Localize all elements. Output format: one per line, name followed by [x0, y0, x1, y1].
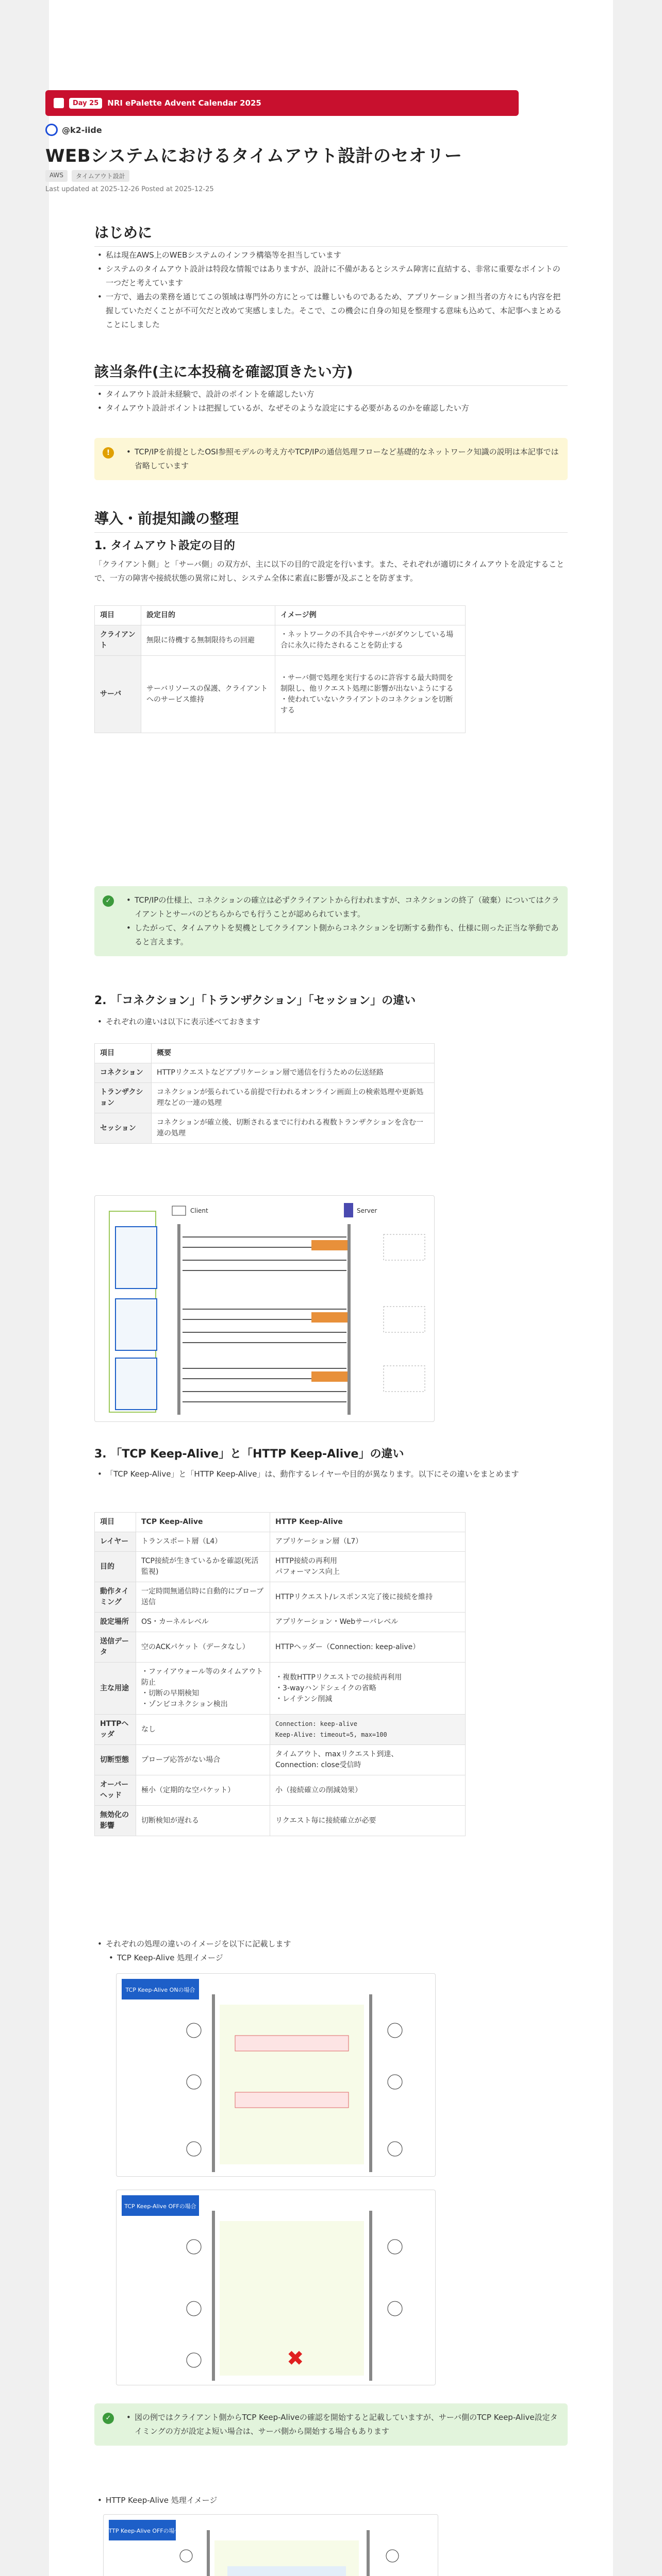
table-cell: 一定時間無通信時に自動的にプローブ送信 — [136, 1582, 270, 1613]
check-icon: ✓ — [103, 895, 114, 907]
table-cell: コネクションが張られている前提で行われるオンライン画面上の検索処理や更新処理などの一連の処理 — [152, 1083, 435, 1113]
http-keepalive-off-diagram — [103, 2514, 438, 2576]
section-heading: 導入・前提知識の整理 — [94, 507, 568, 533]
table-cell: ・サーバ側で処理を実行するのに許容する最大時間を制限し、他リクエスト処理に影響が出ないようにする ・使われていないクライアントのコネクションを切断する — [275, 656, 466, 733]
session-area — [220, 2005, 364, 2164]
table-cell: 目的 — [95, 1552, 136, 1582]
probe-box — [235, 2092, 349, 2108]
purpose-table — [94, 605, 466, 733]
person-icon — [187, 2075, 201, 2089]
person-icon — [187, 2301, 201, 2316]
author-name[interactable]: @k2-iide — [62, 125, 102, 135]
transaction-marker — [311, 1312, 347, 1323]
avatar[interactable] — [45, 124, 58, 136]
connection-box — [115, 1299, 157, 1350]
server-lifeline — [367, 2530, 370, 2576]
s3-list2 — [94, 1937, 558, 1951]
table-cell: HTTPヘッダ — [95, 1715, 136, 1745]
server-lifeline — [369, 1994, 372, 2172]
section-heading: はじめに — [94, 222, 568, 247]
table-cell: HTTPリクエスト/レスポンス完了後に接続を維持 — [270, 1582, 466, 1613]
list-item: • したがって、タイムアウトを契機としてクライアント側からコネクションを切断する動作も、仕様に則った正当な挙動であると言えます。 — [123, 921, 559, 949]
list-item: • 一方で、過去の業務を通じてこの領域は専門外の方にとっては難しいものであるため、アプリケーション担当者の方々にも内容を把握していただくことが不可欠だと改めて実感しました。そこで、この機会に自身の知見を整理する意味も込めて、本記事へまとめることにしました — [94, 290, 568, 332]
table-cell: HTTPリクエストなどアプリケーション層で通信を行うための伝送経路 — [152, 1063, 435, 1083]
tag-list — [45, 170, 129, 182]
table-cell: 極小（定期的な空パケット） — [136, 1775, 270, 1806]
list-item: • それぞれの違いは以下に表示述べておきます — [94, 1015, 568, 1029]
table-cell: 送信データ — [95, 1632, 136, 1663]
table-cell: クライアント — [95, 625, 141, 656]
connection-diagram — [94, 1195, 435, 1422]
server-icon — [344, 1203, 353, 1217]
list-item: • TCP Keep-Alive 処理イメージ — [106, 1951, 559, 1965]
note-box — [384, 1366, 425, 1392]
table-cell: オーバーヘッド — [95, 1775, 136, 1806]
probe-box — [235, 2036, 349, 2051]
request-box — [227, 2566, 346, 2576]
prereq-list — [94, 387, 568, 415]
person-icon — [388, 2075, 402, 2089]
diagram-title: TCP Keep-Alive OFFの場合 — [124, 2203, 196, 2210]
client-lifeline — [177, 1224, 180, 1415]
s3-sublist2 — [94, 2494, 548, 2507]
terms-table — [94, 1043, 435, 1144]
keepalive-table — [94, 1512, 466, 1836]
page-title: WEBシステムにおけるタイムアウト設計のセオリー — [45, 146, 462, 166]
author[interactable] — [45, 124, 102, 136]
tcp-keepalive-off-diagram — [116, 2190, 436, 2385]
list-item: • タイムアウト設計未経験で、設計のポイントを確認したい方 — [94, 387, 568, 401]
subsection-heading: 3. 「TCP Keep-Alive」と「HTTP Keep-Alive」の違い — [94, 1448, 404, 1461]
table-cell: OS・カーネルレベル — [136, 1613, 270, 1632]
s3-list — [94, 1467, 558, 1481]
server-label: Server — [357, 1207, 377, 1214]
diagram-svg — [117, 2190, 436, 2385]
subsection-heading: 2. 「コネクション」「トランザクション」「セッション」の違い — [94, 994, 416, 1007]
diagram-title: HTTP Keep-Alive OFFの場合 — [104, 2528, 180, 2534]
post-dates: Last updated at 2025-12-26 Posted at 2025-12-25 — [45, 185, 214, 193]
table-cell: 設定場所 — [95, 1613, 136, 1632]
banner-day: Day 25 — [69, 98, 102, 109]
person-icon — [388, 2023, 402, 2038]
info-note — [94, 2403, 568, 2446]
table-header: イメージ例 — [275, 606, 466, 625]
calendar-icon — [54, 98, 64, 108]
list-item: • タイムアウト設計ポイントは把握しているが、なぜそのような設定にする必要があるのかを確認したい方 — [94, 401, 568, 415]
table-header: 項目 — [95, 606, 141, 625]
alert-icon: ! — [103, 447, 114, 459]
info-note — [94, 886, 568, 956]
table-cell: 動作タイミング — [95, 1582, 136, 1613]
subsection-heading: 1. タイムアウト設定の目的 — [94, 539, 235, 552]
list-item: • システムのタイムアウト設計は特段な情報ではありますが、設計に不備があるとシステム障害に直結する、非常に重要なポイントの一つだと考えています — [94, 262, 568, 290]
person-icon — [187, 2023, 201, 2038]
table-cell: HTTP接続の再利用 パフォーマンス向上 — [270, 1552, 466, 1582]
s3-sublist — [106, 1951, 559, 1965]
table-header: 項目 — [95, 1513, 136, 1532]
client-lifeline — [212, 2211, 215, 2381]
table-header: HTTP Keep-Alive — [270, 1513, 466, 1532]
diagram-svg — [104, 2515, 438, 2576]
banner-title: NRI ePalette Advent Calendar 2025 — [107, 98, 261, 108]
table-cell: アプリケーション層（L7） — [270, 1532, 466, 1552]
table-cell: タイムアウト、maxリクエスト到達、 Connection: close受信時 — [270, 1745, 466, 1775]
table-cell: トランスポート層（L4） — [136, 1532, 270, 1552]
note-box — [384, 1307, 425, 1332]
table-cell: 空のACKパケット（データなし） — [136, 1632, 270, 1663]
client-lifeline — [207, 2530, 210, 2576]
list-item: • 図の例ではクライアント側からTCP Keep-Aliveの確認を開始すると記載していますが、サーバ側のTCP Keep-Alive設定タイミングの方が設定よ短い場合は、サーバ側から開始する場合もあります — [123, 2411, 559, 2438]
table-cell: サーバリソースの保護、クライアントへのサービス維持 — [141, 656, 275, 733]
client-label: Client — [190, 1207, 208, 1214]
list-item: • 「TCP Keep-Alive」と「HTTP Keep-Alive」は、動作するレイヤーや目的が異なります。以下にその違いをまとめます — [94, 1467, 558, 1481]
tag[interactable]: タイムアウト設計 — [72, 170, 129, 182]
table-cell: 主な用途 — [95, 1663, 136, 1715]
list-item: • TCP/IPを前提としたOSI参照モデルの考え方やTCP/IPの通信処理フローなど基礎的なネットワーク知識の説明は本記事では省略しています — [123, 445, 559, 473]
diagram-svg — [117, 1974, 436, 2177]
table-header: 項目 — [95, 1044, 152, 1063]
warning-note — [94, 438, 568, 480]
s2-list — [94, 1015, 568, 1029]
table-header: 設定目的 — [141, 606, 275, 625]
table-cell: ・複数HTTPリクエストでの接続再利用 ・3-wayハンドシェイクの省略 ・レイテンシ削減 — [270, 1663, 466, 1715]
advent-banner[interactable] — [45, 90, 519, 116]
list-item: • 私は現在AWS上のWEBシステムのインフラ構築等を担当しています — [94, 248, 568, 262]
table-cell: コネクションが確立後、切断されるまでに行われる複数トランザクションを含む一連の処理 — [152, 1113, 435, 1144]
person-icon — [388, 2142, 402, 2156]
diagram-title: TCP Keep-Alive ONの場合 — [125, 1987, 195, 1993]
person-icon — [180, 2550, 192, 2562]
table-cell: 切断検知が遅れる — [136, 1806, 270, 1836]
tag[interactable]: AWS — [45, 170, 68, 182]
table-cell: プローブ応答がない場合 — [136, 1745, 270, 1775]
list-item: • TCP/IPの仕様上、コネクションの確立は必ずクライアントから行われますが、コネクションの終了（破棄）についてはクライアントとサーバのどちらからでも行うことが認められています。 — [123, 893, 559, 921]
person-icon — [187, 2142, 201, 2156]
connection-box — [115, 1227, 157, 1289]
transaction-marker — [311, 1240, 347, 1250]
tcp-keepalive-on-diagram — [116, 1973, 436, 2177]
person-icon — [388, 2240, 402, 2254]
table-cell: Connection: keep-alive Keep-Alive: timeout=5, max=100 — [270, 1715, 466, 1745]
table-cell: リクエスト毎に接続確立が必要 — [270, 1806, 466, 1836]
intro-list — [94, 248, 568, 332]
cross-icon: ✖ — [287, 2347, 304, 2370]
table-cell: HTTPヘッダー（Connection: keep-alive） — [270, 1632, 466, 1663]
table-cell: 無効化の影響 — [95, 1806, 136, 1836]
person-icon — [187, 2353, 201, 2367]
transaction-marker — [311, 1371, 347, 1382]
table-cell: レイヤー — [95, 1532, 136, 1552]
note-box — [384, 1234, 425, 1260]
client-icon — [172, 1206, 186, 1215]
table-cell: 切断型態 — [95, 1745, 136, 1775]
table-cell: セッション — [95, 1113, 152, 1144]
person-icon — [187, 2240, 201, 2254]
client-lifeline — [212, 1994, 215, 2172]
table-cell: ・ネットワークの不具合やサーバがダウンしている場合に永久に待たされることを防止する — [275, 625, 466, 656]
table-cell: ・ファイアウォール等のタイムアウト防止 ・切断の早期検知 ・ゾンビコネクション検出 — [136, 1663, 270, 1715]
table-cell: 小（接続確立の削減効果） — [270, 1775, 466, 1806]
section-heading: 該当条件(主に本投稿を確認頂きたい方) — [94, 361, 568, 386]
table-cell: アプリケーション・Webサーバレベル — [270, 1613, 466, 1632]
table-cell: 無限に待機する無制限待ちの回避 — [141, 625, 275, 656]
table-header: TCP Keep-Alive — [136, 1513, 270, 1532]
table-cell: なし — [136, 1715, 270, 1745]
table-cell: トランザクション — [95, 1083, 152, 1113]
server-lifeline — [369, 2211, 372, 2381]
paragraph: 「クライアント側」と「サーバ側」の双方が、主に以下の目的で設定を行います。また、それぞれが適切にタイムアウトを設定することで、一方の障害や接続状態の異常に対し、システム全体に素直に影響が及ぶことを防ぎます。 — [94, 560, 565, 583]
diagram-svg — [95, 1196, 435, 1422]
connection-box — [115, 1358, 157, 1410]
table-cell: TCP接続が生きているかを確認(死活監視) — [136, 1552, 270, 1582]
list-item: • それぞれの処理の違いのイメージを以下に記載します — [94, 1937, 558, 1951]
check-icon: ✓ — [103, 2413, 114, 2424]
person-icon — [388, 2301, 402, 2316]
table-cell: コネクション — [95, 1063, 152, 1083]
table-header: 概要 — [152, 1044, 435, 1063]
person-icon — [386, 2550, 399, 2562]
list-item: • HTTP Keep-Alive 処理イメージ — [94, 2494, 548, 2507]
server-lifeline — [347, 1224, 351, 1415]
table-cell: サーバ — [95, 656, 141, 733]
